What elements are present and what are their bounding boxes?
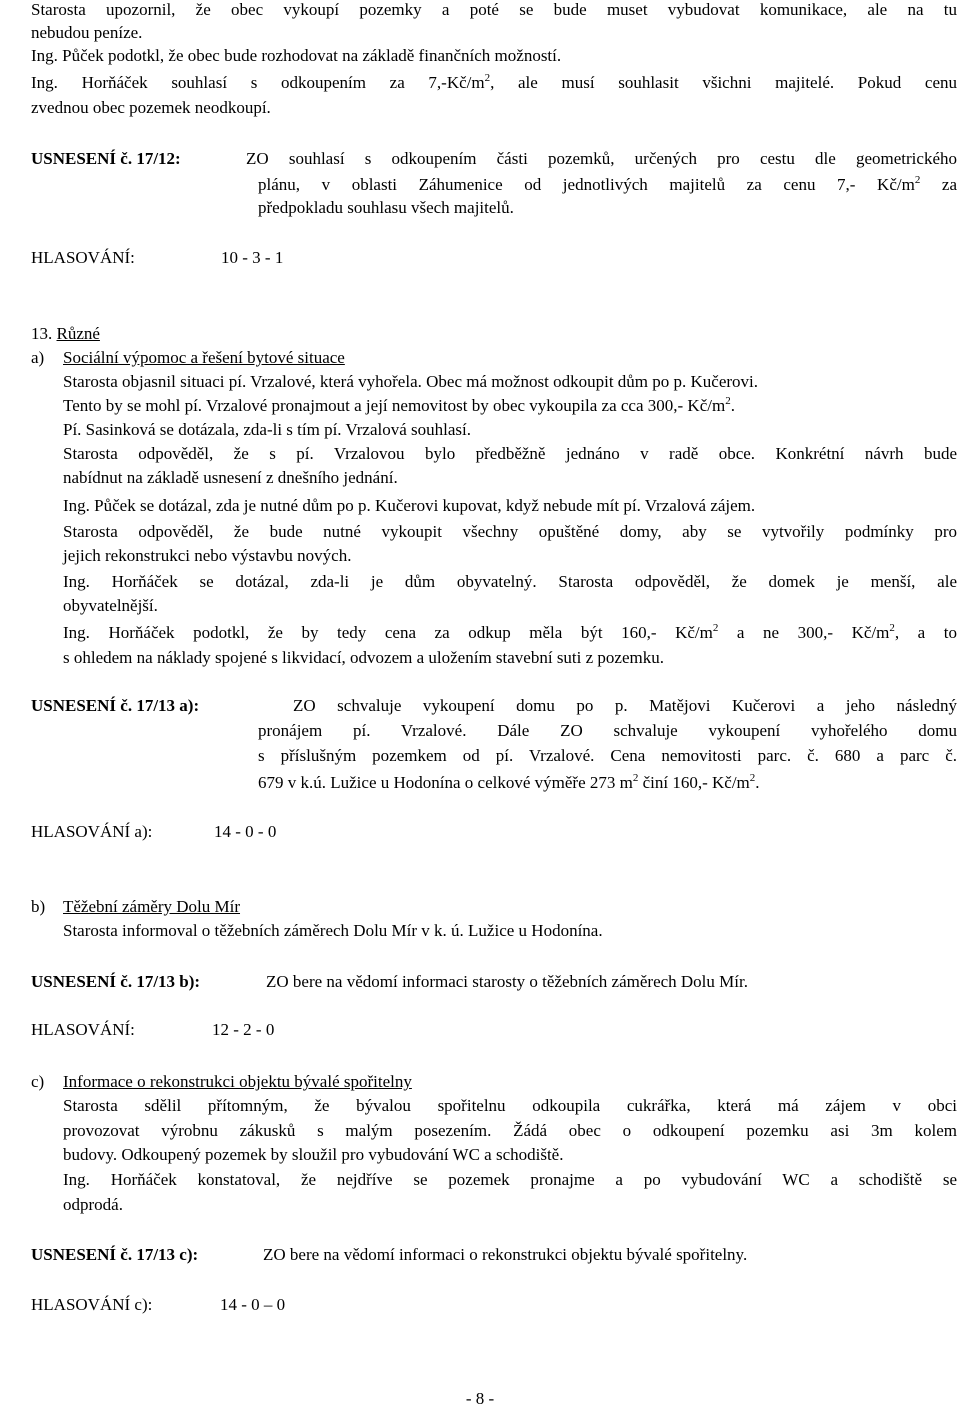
vote-label: HLASOVÁNÍ: [31,1020,135,1039]
paragraph-line: s ohledem na náklady spojené s likvidací, odvozem a uložením stavební suti z pozemku. [63,648,664,667]
paragraph-line: Starosta sdělil přítomným, že bývalou spořitelnu odkoupila cukrářka, která má zájem v obci [63,1096,957,1115]
subsection-heading: c) Informace o rekonstrukci objektu bývalé spořitelny [31,1072,412,1091]
paragraph-line: Ing. Horňáček se dotázal, zda-li je dům obyvatelný. Starosta odpověděl, že domek je menší, ale [63,572,957,591]
paragraph-line: obyvatelnější. [63,596,158,615]
resolution-text: ZO souhlasí s odkoupením části pozemků, určených pro cestu dle geometrického [246,149,957,168]
paragraph-line: Starosta objasnil situaci pí. Vrzalové, která vyhořela. Obec má možnost odkoupit dům po p. Kučerovi. [63,372,759,391]
resolution-text: pronájem pí. Vrzalové. Dále ZO schvaluje vykoupení vyhořelého domu [258,721,957,740]
paragraph-line: Starosta odpověděl, že s pí. Vrzalovou bylo předběžně jednáno v radě obce. Konkrétní návrh bude [63,444,957,463]
resolution-text: 679 v k.ú. Lužice u Hodonína o celkové výměře 273 $m^2$ činí 160,- $Kč/m^2$. [258,772,760,792]
subsection-title: Sociální výpomoc a řešení bytové situace [63,348,345,367]
paragraph-line: provozovat výrobnu zákusků s malým posezením. Žádá obec o odkoupení pozemku asi 3m kolem [63,1121,957,1140]
resolution-text: plánu, v oblasti Záhumenice od jednotlivých majitelů za cenu 7,- $Kč/m^2$ za [258,174,957,194]
vote-result [31,1018,275,1041]
paragraph-line: Ing. Půček se dotázal, zda je nutné dům po p. Kučerovi kupovat, když nebude mít pí. Vrzalová zájem. [63,496,756,515]
subsection-title: Informace o rekonstrukci objektu bývalé spořitelny [63,1072,412,1091]
vote-label: HLASOVÁNÍ c): [31,1295,153,1314]
vote-value: 12 - 2 - 0 [212,1020,275,1039]
resolution-label: USNESENÍ č. 17/13 b): [31,972,201,991]
section-heading: 13. Různé [31,324,100,343]
subsection-heading: b) Těžební záměry Dolu Mír [31,897,241,916]
paragraph-line: nabídnut na základě usnesení z dnešního jednání. [63,468,398,487]
paragraph-line: Ing. Horňáček podotkl, že by tedy cena za odkup měla být 160,- $Kč/m^2$ a ne 300,- $Kč/m^2$, a to [63,622,957,642]
subsection-title: Těžební záměry Dolu Mír [63,897,241,916]
paragraph-line: Pí. Sasinková se dotázala, zda-li s tím pí. Vrzalová souhlasí. [63,420,471,439]
vote-label: HLASOVÁNÍ: [31,248,135,267]
paragraph-line: odprodá. [63,1195,123,1214]
paragraph-line: Ing. Horňáček konstatoval, že nejdříve se pozemek pronajme a po vybudování WC a schodiště se [63,1170,957,1189]
resolution-text: s příslušným pozemkem od pí. Vrzalové. Cena nemovitosti parc. č. 680 a parc č. [258,746,957,765]
paragraph-line: Starosta odpověděl, že bude nutné vykoupit všechny opuštěné domy, aby se vytvořily podmínky pro [63,522,957,541]
paragraph-line: jejich rekonstrukci nebo výstavbu nových. [63,546,352,565]
vote-result [31,246,284,269]
resolution-label: USNESENÍ č. 17/13 a): [31,696,200,715]
vote-value: 14 - 0 – 0 [220,1295,286,1314]
page-number: - 8 - [465,1389,495,1408]
resolution-text: ZO schvaluje vykoupení domu po p. Matějovi Kučerovi a jeho následný [293,696,957,715]
resolution-text: ZO bere na vědomí informaci starosty o těžebních záměrech Dolu Mír. [266,972,748,991]
resolution-label: USNESENÍ č. 17/12: [31,149,181,168]
paragraph-line: Ing. Půček podotkl, že obec bude rozhodovat na základě finančních možností. [31,46,562,65]
paragraph-line: nebudou peníze. [31,23,143,42]
paragraph-line: zvednou obec pozemek neodkoupí. [31,98,271,117]
subsection-heading: a) Sociální výpomoc a řešení bytové situace [31,348,345,367]
paragraph-line: budovy. Odkoupený pozemek by sloužil pro vybudování WC a schodiště. [63,1145,564,1164]
vote-result [31,1293,286,1316]
resolution-text: ZO bere na vědomí informaci o rekonstrukci objektu bývalé spořitelny. [263,1245,748,1264]
vote-label: HLASOVÁNÍ a): [31,822,153,841]
vote-result [31,820,277,843]
vote-value: 14 - 0 - 0 [214,822,277,841]
paragraph-line: Starosta upozornil, že obec vykoupí pozemky a poté se bude muset vybudovat komunikace, ale na tu [31,0,957,19]
vote-value: 10 - 3 - 1 [221,248,284,267]
resolution-label: USNESENÍ č. 17/13 c): [31,1245,199,1264]
paragraph-line: Ing. Horňáček souhlasí s odkoupením za $7,-Kč/m^2$, ale musí souhlasit všichni majitelé. Pokud cenu [31,72,957,92]
paragraph-line: Starosta informoval o těžebních záměrech Dolu Mír v k. ú. Lužice u Hodonína. [63,921,603,940]
paragraph-line: Tento by se mohl pí. Vrzalové pronajmout a její nemovitost by obec vykoupila za cca 300,- $Kč/m^2$. [63,395,735,415]
resolution-text: předpokladu souhlasu všech majitelů. [258,198,514,217]
section-title: Různé [56,324,100,343]
